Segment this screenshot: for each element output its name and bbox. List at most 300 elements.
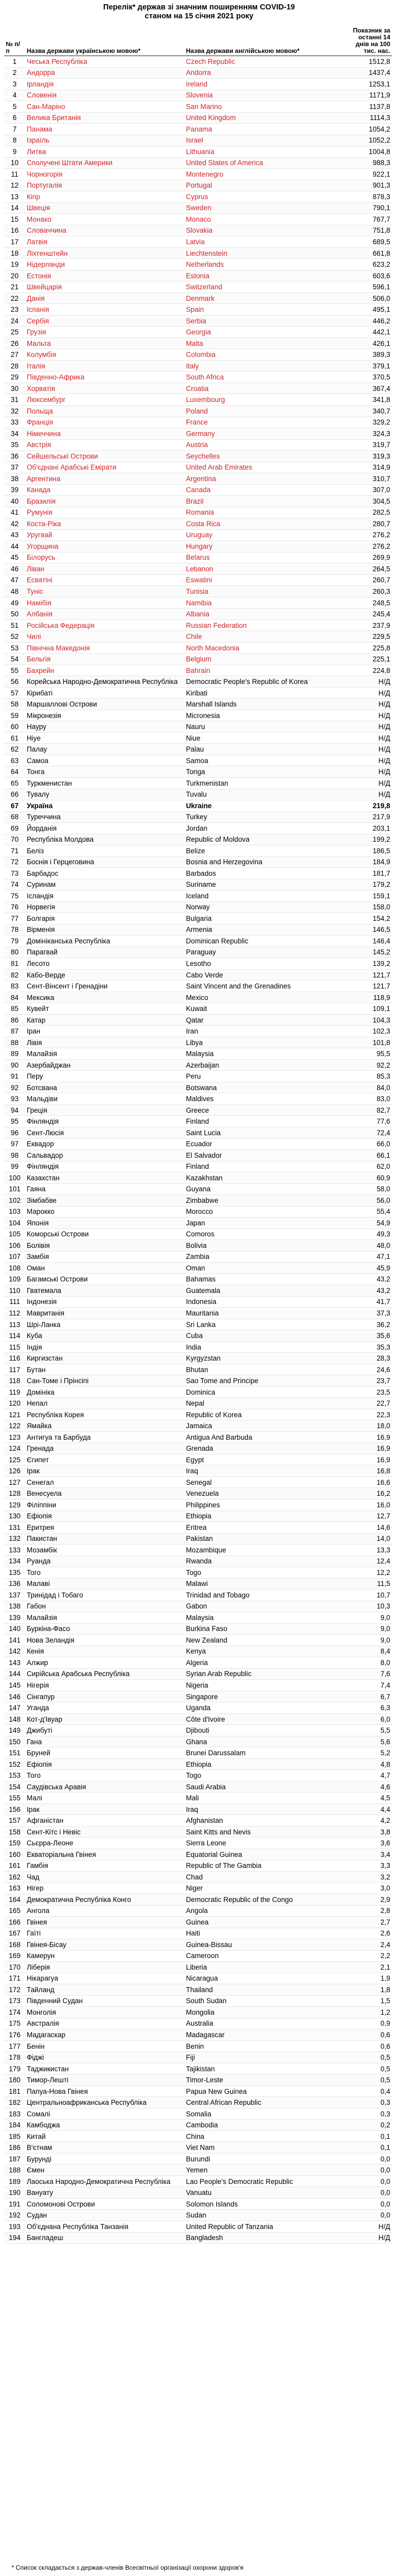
country-name-english: Luxembourg <box>184 394 347 406</box>
row-number: 84 <box>4 992 25 1003</box>
indicator-value: 751,8 <box>347 225 392 236</box>
country-name-ukrainian: Сан-Маріно <box>25 101 184 113</box>
table-row <box>4 1398 392 1409</box>
indicator-value: 3,8 <box>347 1826 392 1838</box>
country-name-english: Yemen <box>184 2165 347 2176</box>
row-number: 29 <box>4 372 25 383</box>
row-number: 110 <box>4 1285 25 1297</box>
country-name-ukrainian: Венесуела <box>25 1488 184 1499</box>
indicator-value: 181,7 <box>347 868 392 879</box>
country-name-english: Kiribati <box>184 687 347 699</box>
indicator-value: 3,2 <box>347 1872 392 1883</box>
country-name-english: Denmark <box>184 292 347 304</box>
indicator-value: 83,0 <box>347 1093 392 1105</box>
indicator-value: 1054,2 <box>347 124 392 135</box>
table-row <box>4 1296 392 1308</box>
row-number: 31 <box>4 394 25 406</box>
table-row <box>4 1454 392 1465</box>
country-name-ukrainian: Вануату <box>25 2187 184 2199</box>
country-name-english: Romania <box>184 507 347 518</box>
row-number: 91 <box>4 1071 25 1082</box>
table-row <box>4 1872 392 1883</box>
country-name-ukrainian: Південний Судан <box>25 1995 184 2007</box>
row-number: 25 <box>4 327 25 338</box>
table-row <box>4 2029 392 2041</box>
row-number: 191 <box>4 2198 25 2210</box>
country-name-english: Japan <box>184 1218 347 1229</box>
table-row <box>4 654 392 665</box>
country-name-english: Sweden <box>184 202 347 214</box>
indicator-value: 121,7 <box>347 981 392 992</box>
table-row <box>4 90 392 101</box>
row-number: 23 <box>4 304 25 316</box>
table-row <box>4 721 392 733</box>
country-name-ukrainian: Гаїті <box>25 1928 184 1939</box>
country-name-english: Micronesia <box>184 710 347 721</box>
country-name-english: Djibouti <box>184 1725 347 1736</box>
country-name-ukrainian: Гватемала <box>25 1285 184 1297</box>
country-name-english: Guinea <box>184 1917 347 1928</box>
table-row <box>4 112 392 124</box>
row-number: 156 <box>4 1803 25 1815</box>
country-name-english: Venezuela <box>184 1488 347 1499</box>
table-row <box>4 1330 392 1342</box>
row-number: 35 <box>4 439 25 451</box>
row-number: 87 <box>4 1026 25 1037</box>
country-name-english: Gabon <box>184 1601 347 1612</box>
row-number: 167 <box>4 1928 25 1939</box>
table-row <box>4 2221 392 2233</box>
row-number: 86 <box>4 1014 25 1026</box>
country-name-ukrainian: Сомалі <box>25 2108 184 2120</box>
country-name-english: Botswana <box>184 1082 347 1093</box>
indicator-value: 0,0 <box>347 2176 392 2187</box>
row-number: 190 <box>4 2187 25 2199</box>
country-name-english: Bahamas <box>184 1274 347 1285</box>
country-name-english: Barbados <box>184 868 347 879</box>
indicator-value: 37,3 <box>347 1308 392 1319</box>
country-name-ukrainian: Коста-Ріка <box>25 518 184 530</box>
row-number: 97 <box>4 1138 25 1150</box>
country-name-ukrainian: Мікронезія <box>25 710 184 721</box>
country-name-ukrainian: Ямайка <box>25 1420 184 1432</box>
table-row <box>4 1037 392 1048</box>
table-row <box>4 484 392 496</box>
table-row <box>4 56 392 68</box>
country-name-ukrainian: Сирійська Арабська Республіка <box>25 1668 184 1680</box>
country-name-english: Ukraine <box>184 800 347 812</box>
country-name-english: Saint Vincent and the Grenadines <box>184 981 347 992</box>
country-name-english: Colombia <box>184 349 347 361</box>
indicator-value: 13,3 <box>347 1545 392 1556</box>
row-number: 119 <box>4 1386 25 1398</box>
country-name-english: Guyana <box>184 1183 347 1195</box>
country-name-ukrainian: Сейшельські Острови <box>25 451 184 462</box>
table-row <box>4 405 392 417</box>
row-number: 93 <box>4 1093 25 1105</box>
row-number: 5 <box>4 101 25 113</box>
country-name-english: Canada <box>184 484 347 496</box>
row-number: 60 <box>4 721 25 733</box>
country-name-english: North Macedonia <box>184 642 347 654</box>
country-name-ukrainian: Йорданія <box>25 823 184 834</box>
indicator-value: 1171,9 <box>347 90 392 101</box>
indicator-value: 0,5 <box>347 2052 392 2063</box>
indicator-value: 596,1 <box>347 281 392 293</box>
country-name-ukrainian: Лівія <box>25 1037 184 1048</box>
country-name-english: Fiji <box>184 2052 347 2063</box>
indicator-value: 2,1 <box>347 1962 392 1973</box>
country-name-english: Bahrain <box>184 665 347 676</box>
country-name-ukrainian: Колумбія <box>25 349 184 361</box>
indicator-value: 5,6 <box>347 1736 392 1747</box>
country-name-ukrainian: Казахстан <box>25 1172 184 1184</box>
indicator-value: 7,6 <box>347 1668 392 1680</box>
table-row <box>4 349 392 361</box>
country-name-ukrainian: Руанда <box>25 1556 184 1567</box>
indicator-value: 159,1 <box>347 890 392 902</box>
country-name-english: Republic of Korea <box>184 1409 347 1420</box>
indicator-value: 1512,8 <box>347 56 392 68</box>
table-row <box>4 1691 392 1702</box>
row-number: 13 <box>4 191 25 203</box>
table-row <box>4 1758 392 1770</box>
indicator-value: 689,5 <box>347 236 392 248</box>
indicator-value: 307,0 <box>347 484 392 496</box>
row-number: 58 <box>4 699 25 710</box>
country-name-ukrainian: Тувалу <box>25 789 184 800</box>
table-row <box>4 1263 392 1274</box>
indicator-value: 104,3 <box>347 1014 392 1026</box>
table-row <box>4 619 392 631</box>
table-row <box>4 1218 392 1229</box>
country-name-ukrainian: Ірак <box>25 1465 184 1477</box>
header-ukrainian-name: Назва держави українською мовою* <box>25 27 184 56</box>
country-name-ukrainian: Есватіні <box>25 574 184 586</box>
row-number: 192 <box>4 2210 25 2221</box>
table-row <box>4 1826 392 1838</box>
table-row <box>4 304 392 316</box>
country-name-english: Saudi Arabia <box>184 1781 347 1792</box>
table-row <box>4 1409 392 1420</box>
indicator-value: 2,7 <box>347 1917 392 1928</box>
row-number: 7 <box>4 124 25 135</box>
country-name-ukrainian: Коморські Острови <box>25 1229 184 1240</box>
indicator-value: 60,9 <box>347 1172 392 1184</box>
table-row <box>4 1883 392 1894</box>
table-row <box>4 338 392 349</box>
indicator-value: 23,5 <box>347 1386 392 1398</box>
country-name-english: Sao Tome and Principe <box>184 1375 347 1387</box>
row-number: 41 <box>4 507 25 518</box>
indicator-value: 95,5 <box>347 1048 392 1060</box>
country-name-english: Georgia <box>184 327 347 338</box>
country-name-ukrainian: Чеська Республіка <box>25 56 184 68</box>
row-number: 54 <box>4 654 25 665</box>
country-name-english: Singapore <box>184 1691 347 1702</box>
country-name-english: Eritrea <box>184 1522 347 1534</box>
indicator-value: 0,3 <box>347 2108 392 2120</box>
row-number: 184 <box>4 2120 25 2131</box>
country-name-english: Slovenia <box>184 90 347 101</box>
row-number: 78 <box>4 924 25 936</box>
table-row <box>4 1364 392 1375</box>
row-number: 28 <box>4 360 25 372</box>
row-number: 150 <box>4 1736 25 1747</box>
country-name-english: Sri Lanka <box>184 1319 347 1330</box>
row-number: 126 <box>4 1465 25 1477</box>
country-name-english: Sudan <box>184 2210 347 2221</box>
indicator-value: 767,7 <box>347 214 392 225</box>
indicator-value: 14,0 <box>347 1533 392 1545</box>
country-name-ukrainian: Тимор-Лешті <box>25 2074 184 2086</box>
indicator-value: 4,7 <box>347 1770 392 1781</box>
table-row <box>4 236 392 248</box>
indicator-value: 426,1 <box>347 338 392 349</box>
indicator-value: 370,5 <box>347 372 392 383</box>
country-name-ukrainian: Об'єднана Республіка Танзанія <box>25 2221 184 2233</box>
country-name-english: Saint Kitts and Nevis <box>184 1826 347 1838</box>
row-number: 55 <box>4 665 25 676</box>
row-number: 141 <box>4 1635 25 1646</box>
row-number: 96 <box>4 1127 25 1138</box>
indicator-value: 790,1 <box>347 202 392 214</box>
table-row <box>4 1736 392 1747</box>
country-name-english: Republic of The Gambia <box>184 1860 347 1872</box>
row-number: 132 <box>4 1533 25 1545</box>
table-row <box>4 2131 392 2142</box>
indicator-value: 2,6 <box>347 1928 392 1939</box>
indicator-value: 118,9 <box>347 992 392 1003</box>
indicator-value: 0,3 <box>347 2097 392 2108</box>
row-number: 128 <box>4 1488 25 1499</box>
indicator-value: 1137,8 <box>347 101 392 113</box>
indicator-value: 901,3 <box>347 180 392 191</box>
table-row <box>4 958 392 970</box>
country-name-english: Australia <box>184 2018 347 2029</box>
country-name-english: Costa Rica <box>184 518 347 530</box>
country-name-english: Kuwait <box>184 1003 347 1015</box>
indicator-value: 623,2 <box>347 259 392 270</box>
indicator-value: Н/Д <box>347 2221 392 2233</box>
country-name-ukrainian: Джибуті <box>25 1725 184 1736</box>
table-row <box>4 1939 392 1951</box>
table-row <box>4 834 392 845</box>
indicator-value: 269,9 <box>347 552 392 563</box>
country-name-english: Ethiopia <box>184 1510 347 1522</box>
country-name-english: India <box>184 1341 347 1353</box>
table-row <box>4 1522 392 1534</box>
country-name-ukrainian: Єгипет <box>25 1454 184 1465</box>
indicator-value: 0,6 <box>347 2040 392 2052</box>
country-name-ukrainian: Багамські Острови <box>25 1274 184 1285</box>
indicator-value: 49,3 <box>347 1229 392 1240</box>
row-number: 89 <box>4 1048 25 1060</box>
country-name-ukrainian: Ліван <box>25 563 184 575</box>
country-name-english: Kazakhstan <box>184 1172 347 1184</box>
country-name-ukrainian: Португалія <box>25 180 184 191</box>
table-row <box>4 518 392 530</box>
row-number: 51 <box>4 619 25 631</box>
header-number: № п/п <box>4 27 25 56</box>
row-number: 181 <box>4 2085 25 2097</box>
country-name-english: Madagascar <box>184 2029 347 2041</box>
table-row <box>4 1556 392 1567</box>
table-body <box>4 56 392 2244</box>
table-row <box>4 451 392 462</box>
country-name-ukrainian: Туркменистан <box>25 778 184 789</box>
country-name-english: Lebanon <box>184 563 347 575</box>
row-number: 187 <box>4 2153 25 2165</box>
country-name-ukrainian: Японія <box>25 1218 184 1229</box>
row-number: 33 <box>4 417 25 428</box>
country-name-english: Senegal <box>184 1476 347 1488</box>
row-number: 104 <box>4 1218 25 1229</box>
table-row <box>4 1274 392 1285</box>
indicator-value: 154,2 <box>347 913 392 925</box>
indicator-value: 92,2 <box>347 1059 392 1071</box>
row-number: 122 <box>4 1420 25 1432</box>
country-name-english: Maldives <box>184 1093 347 1105</box>
row-number: 168 <box>4 1939 25 1951</box>
country-name-ukrainian: Мавританія <box>25 1308 184 1319</box>
country-name-ukrainian: Тринідад і Тобаго <box>25 1590 184 1601</box>
country-name-ukrainian: Центральноафриканська Республіка <box>25 2097 184 2108</box>
country-name-english: Albania <box>184 608 347 620</box>
indicator-value: 276,2 <box>347 529 392 541</box>
indicator-value: 0,0 <box>347 2187 392 2199</box>
country-name-english: Guatemala <box>184 1285 347 1297</box>
row-number: 76 <box>4 901 25 913</box>
table-row <box>4 1104 392 1116</box>
table-row <box>4 1905 392 1917</box>
indicator-value: 988,3 <box>347 157 392 169</box>
country-name-english: Suriname <box>184 879 347 890</box>
table-row <box>4 947 392 958</box>
country-name-english: Spain <box>184 304 347 316</box>
table-row <box>4 439 392 451</box>
country-name-english: Oman <box>184 1263 347 1274</box>
table-row <box>4 1928 392 1939</box>
indicator-value: 6,3 <box>347 1702 392 1714</box>
country-name-ukrainian: Російська Федерація <box>25 619 184 631</box>
row-number: 36 <box>4 451 25 462</box>
row-number: 68 <box>4 811 25 823</box>
indicator-value: 0,5 <box>347 2063 392 2074</box>
row-number: 38 <box>4 473 25 485</box>
country-name-ukrainian: Таджикистан <box>25 2063 184 2074</box>
table-row <box>4 1093 392 1105</box>
country-name-ukrainian: Афганістан <box>25 1815 184 1827</box>
country-name-english: Mauritania <box>184 1308 347 1319</box>
row-number: 145 <box>4 1680 25 1691</box>
country-name-ukrainian: Соломонові Острови <box>25 2198 184 2210</box>
row-number: 43 <box>4 529 25 541</box>
country-name-ukrainian: Еквадор <box>25 1138 184 1150</box>
table-row <box>4 2018 392 2029</box>
country-name-ukrainian: Шрі-Ланка <box>25 1319 184 1330</box>
indicator-value: 101,8 <box>347 1037 392 1048</box>
country-name-ukrainian: Саудівська Аравія <box>25 1781 184 1792</box>
indicator-value: 237,9 <box>347 619 392 631</box>
country-name-ukrainian: Демократична Республіка Конго <box>25 1894 184 1906</box>
country-name-english: Marshall Islands <box>184 699 347 710</box>
country-name-english: Iraq <box>184 1465 347 1477</box>
country-name-ukrainian: Румунія <box>25 507 184 518</box>
indicator-value: 367,4 <box>347 383 392 394</box>
country-name-english: Solomon Islands <box>184 2198 347 2210</box>
row-number: 148 <box>4 1713 25 1725</box>
country-name-ukrainian: Люксембург <box>25 394 184 406</box>
table-row <box>4 1127 392 1138</box>
country-name-ukrainian: Малайзія <box>25 1612 184 1624</box>
table-row <box>4 823 392 834</box>
country-name-english: Croatia <box>184 383 347 394</box>
row-number: 142 <box>4 1646 25 1657</box>
country-name-ukrainian: Пакистан <box>25 1533 184 1545</box>
country-name-english: Iran <box>184 1026 347 1037</box>
row-number: 42 <box>4 518 25 530</box>
country-name-english: Italy <box>184 360 347 372</box>
row-number: 144 <box>4 1668 25 1680</box>
country-name-ukrainian: Сінгапур <box>25 1691 184 1702</box>
indicator-value: 45,9 <box>347 1263 392 1274</box>
table-row <box>4 473 392 485</box>
indicator-value: 3,0 <box>347 1883 392 1894</box>
row-number: 135 <box>4 1567 25 1579</box>
country-name-english: Timor-Leste <box>184 2074 347 2086</box>
row-number: 6 <box>4 112 25 124</box>
country-name-english: Belize <box>184 845 347 857</box>
row-number: 163 <box>4 1883 25 1894</box>
country-name-english: Lithuania <box>184 146 347 158</box>
country-name-english: Guinea-Bissau <box>184 1939 347 1951</box>
indicator-value: 16,9 <box>347 1431 392 1443</box>
country-name-english: Burundi <box>184 2153 347 2165</box>
row-number: 170 <box>4 1962 25 1973</box>
country-name-english: Dominica <box>184 1386 347 1398</box>
row-number: 165 <box>4 1905 25 1917</box>
row-number: 133 <box>4 1545 25 1556</box>
table-row <box>4 1308 392 1319</box>
indicator-value: 0,1 <box>347 2142 392 2154</box>
row-number: 174 <box>4 2007 25 2018</box>
country-name-english: San Marino <box>184 101 347 113</box>
country-name-ukrainian: Куба <box>25 1330 184 1342</box>
country-name-ukrainian: Судан <box>25 2210 184 2221</box>
indicator-value: 82,7 <box>347 1104 392 1116</box>
row-number: 171 <box>4 1973 25 1984</box>
country-name-ukrainian: Чорногорія <box>25 169 184 180</box>
table-row <box>4 687 392 699</box>
row-number: 75 <box>4 890 25 902</box>
country-name-ukrainian: Буркіна-Фасо <box>25 1623 184 1635</box>
table-row <box>4 1476 392 1488</box>
row-number: 71 <box>4 845 25 857</box>
indicator-value: 35,6 <box>347 1330 392 1342</box>
row-number: 66 <box>4 789 25 800</box>
country-name-english: Latvia <box>184 236 347 248</box>
indicator-value: 77,6 <box>347 1116 392 1127</box>
country-name-english: South Sudan <box>184 1995 347 2007</box>
indicator-value: 179,2 <box>347 879 392 890</box>
country-name-ukrainian: Грузія <box>25 327 184 338</box>
country-name-english: Mali <box>184 1792 347 1804</box>
row-number: 8 <box>4 135 25 146</box>
row-number: 146 <box>4 1691 25 1702</box>
country-name-english: Monaco <box>184 214 347 225</box>
country-name-ukrainian: Данія <box>25 292 184 304</box>
